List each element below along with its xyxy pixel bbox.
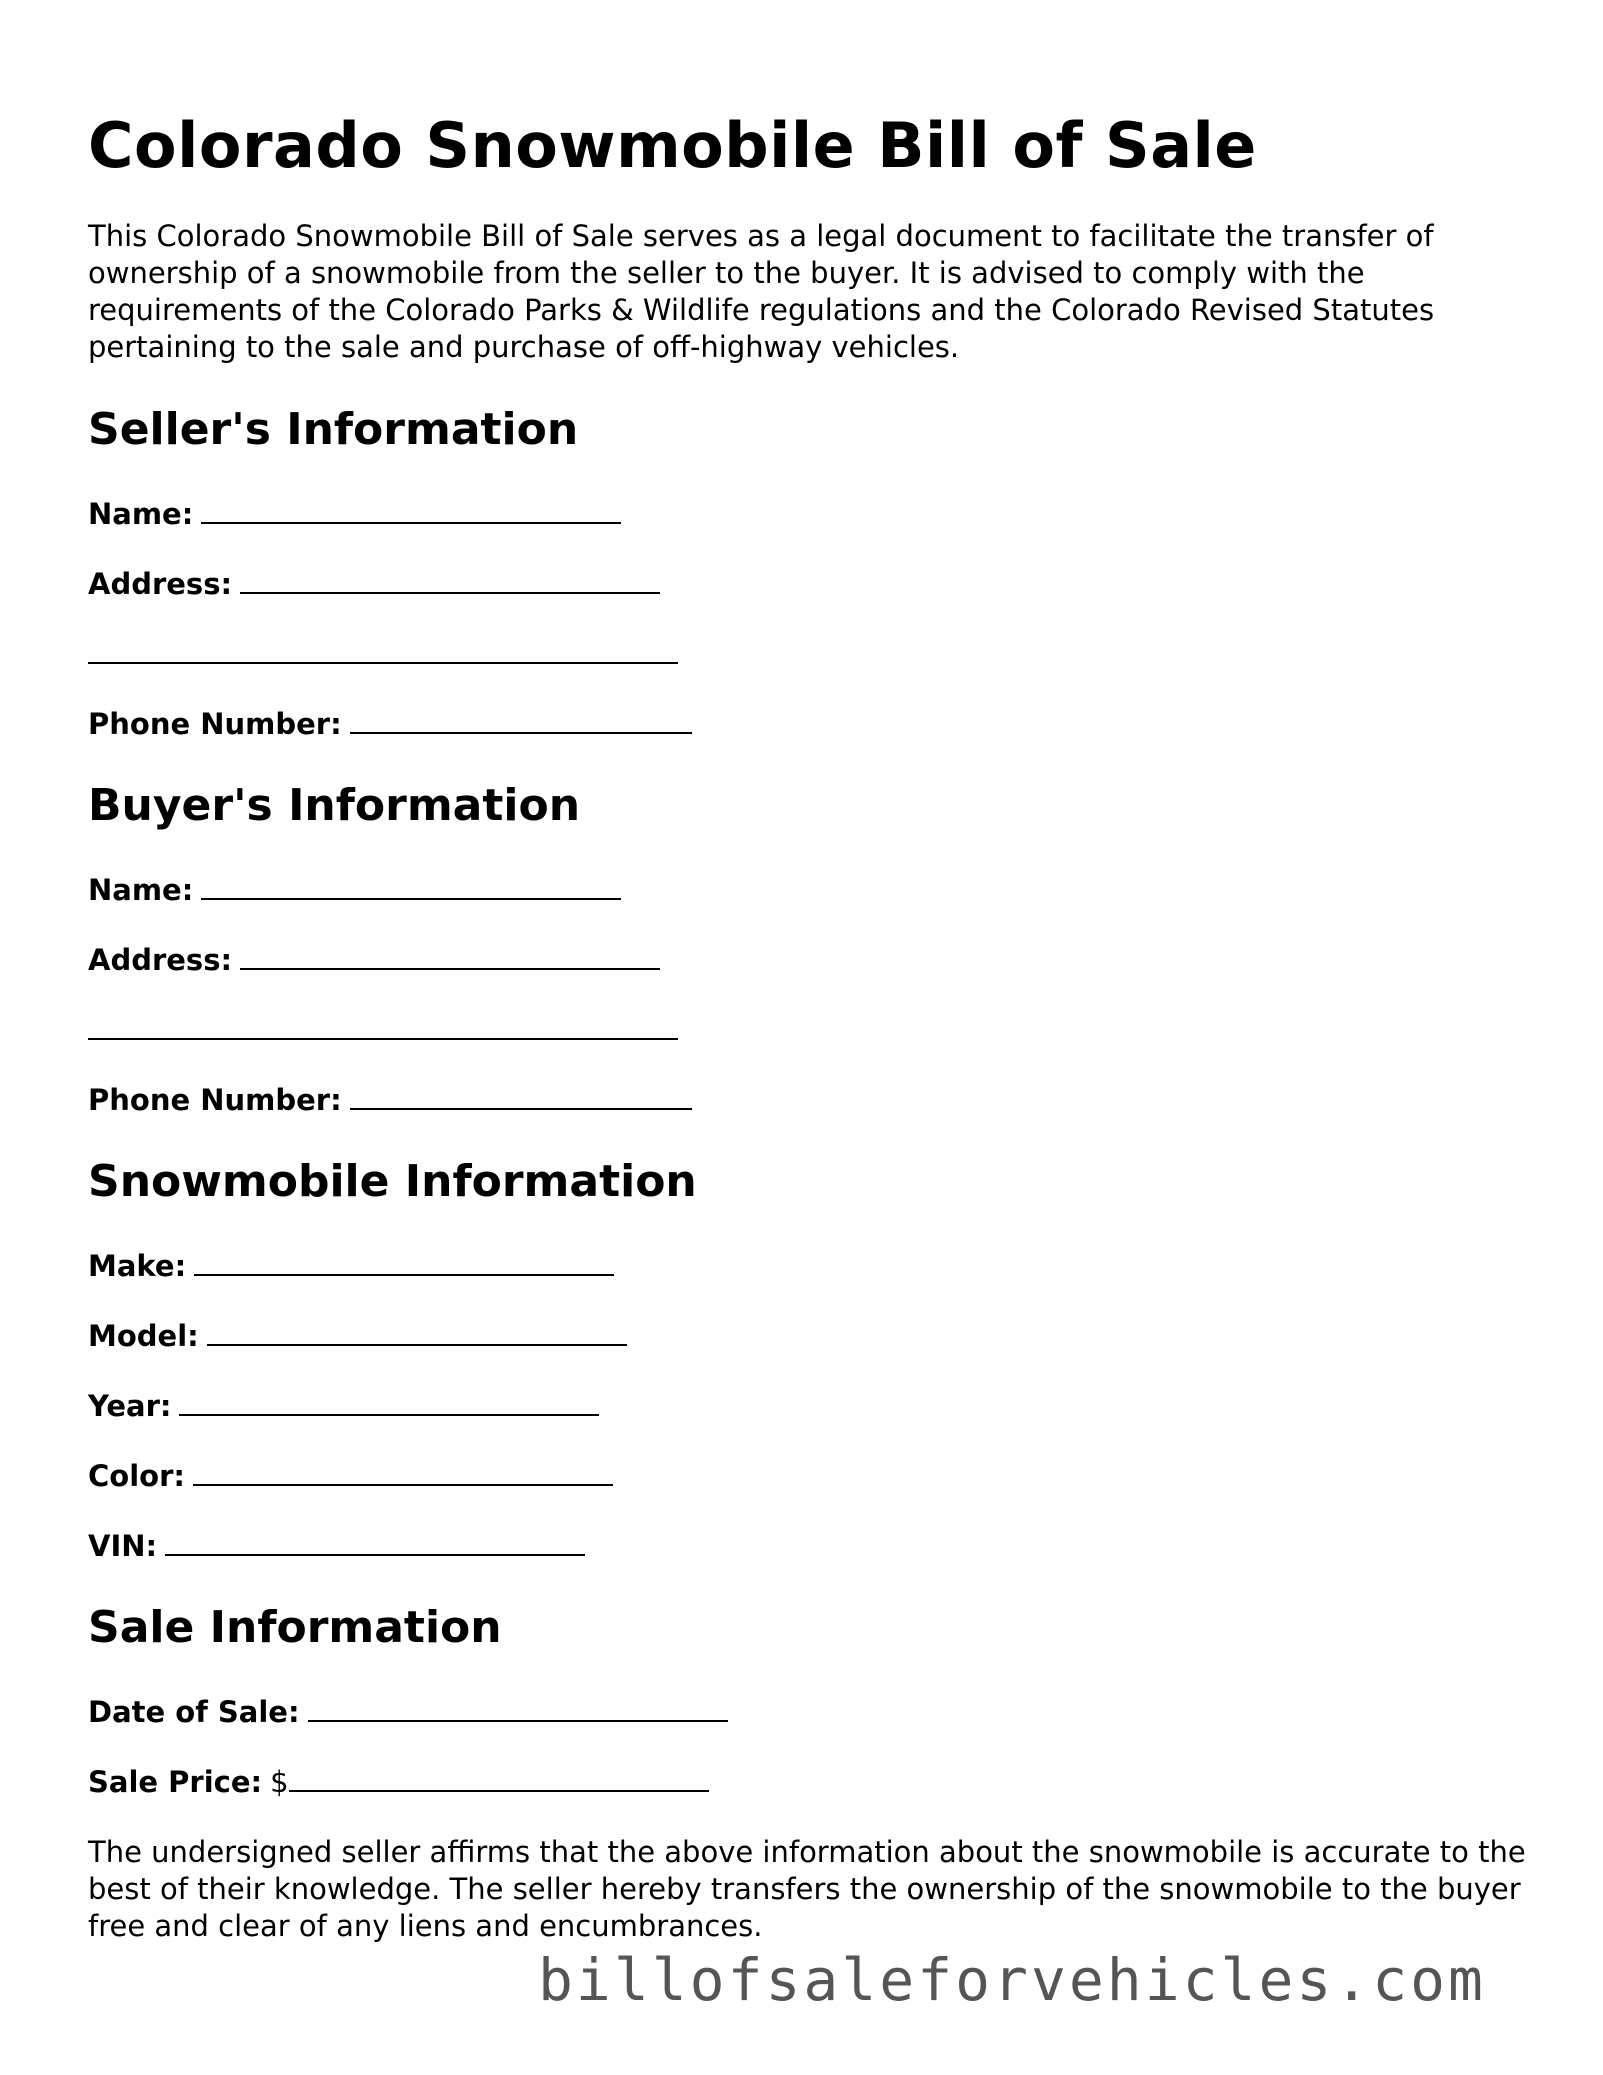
watermark: billofsaleforvehicles.com [538,1946,1486,2014]
sale-heading: Sale Information [88,1602,502,1653]
year-label: Year: [88,1389,172,1423]
sale-price-label: Sale Price: [88,1765,263,1799]
model-field [88,1316,1528,1354]
vin-blank[interactable] [165,1526,585,1556]
seller-address-blank[interactable] [240,564,660,594]
buyer-address-line2-blank[interactable] [88,1010,678,1040]
sale-date-field [88,1692,1528,1730]
buyer-phone-blank[interactable] [350,1080,692,1110]
currency-symbol: $ [270,1765,289,1799]
year-field [88,1386,1528,1424]
buyer-name-label: Name: [88,873,194,907]
buyer-name-blank[interactable] [201,870,621,900]
sale-section [88,1602,1528,1800]
sale-date-label: Date of Sale: [88,1695,300,1729]
seller-name-field [88,494,1528,532]
buyer-phone-label: Phone Number: [88,1083,342,1117]
seller-name-label: Name: [88,497,194,531]
snowmobile-heading: Snowmobile Information [88,1156,697,1207]
year-blank[interactable] [179,1386,599,1416]
buyer-address-label: Address: [88,943,233,977]
seller-section [88,404,1528,742]
make-label: Make: [88,1249,187,1283]
color-blank[interactable] [193,1456,613,1486]
color-label: Color: [88,1459,185,1493]
model-blank[interactable] [207,1316,627,1346]
make-blank[interactable] [194,1246,614,1276]
seller-address-line2-field [88,634,1528,672]
buyer-address-field [88,940,1528,978]
buyer-phone-field [88,1080,1528,1118]
seller-phone-label: Phone Number: [88,707,342,741]
seller-address-label: Address: [88,567,233,601]
sale-date-blank[interactable] [308,1692,728,1722]
document-title: Colorado Snowmobile Bill of Sale [88,109,1257,182]
buyer-name-field [88,870,1528,908]
seller-address-line2-blank[interactable] [88,634,678,664]
buyer-address-line2-field [88,1010,1528,1048]
seller-phone-blank[interactable] [350,704,692,734]
buyer-heading: Buyer's Information [88,780,581,831]
seller-address-field [88,564,1528,602]
sale-price-field [88,1762,1528,1800]
bill-of-sale-page [88,110,1528,1945]
buyer-address-blank[interactable] [240,940,660,970]
closing-paragraph: The undersigned seller affirms that the above information about the snowmobile is accurate to the best of their knowledge. The seller hereby transfers the ownership of the snowmobile to the buyer free and clear of any liens and encumbrances. [88,1835,1526,1943]
vin-label: VIN: [88,1529,158,1563]
seller-heading: Seller's Information [88,404,579,455]
buyer-section [88,780,1528,1118]
snowmobile-section [88,1156,1528,1564]
seller-phone-field [88,704,1528,742]
sale-price-blank[interactable] [289,1762,709,1792]
model-label: Model: [88,1319,199,1353]
make-field [88,1246,1528,1284]
intro-paragraph: This Colorado Snowmobile Bill of Sale serves as a legal document to facilitate the transfer of ownership of a snowmobile from the seller to the buyer. It is advised to comply with the requirements of the Colorado Parks & Wildlife regulations and the Colorado Revised Statutes pertaining to the sale and purchase of off-highway vehicles. [88,219,1435,364]
vin-field [88,1526,1528,1564]
color-field [88,1456,1528,1494]
seller-name-blank[interactable] [201,494,621,524]
